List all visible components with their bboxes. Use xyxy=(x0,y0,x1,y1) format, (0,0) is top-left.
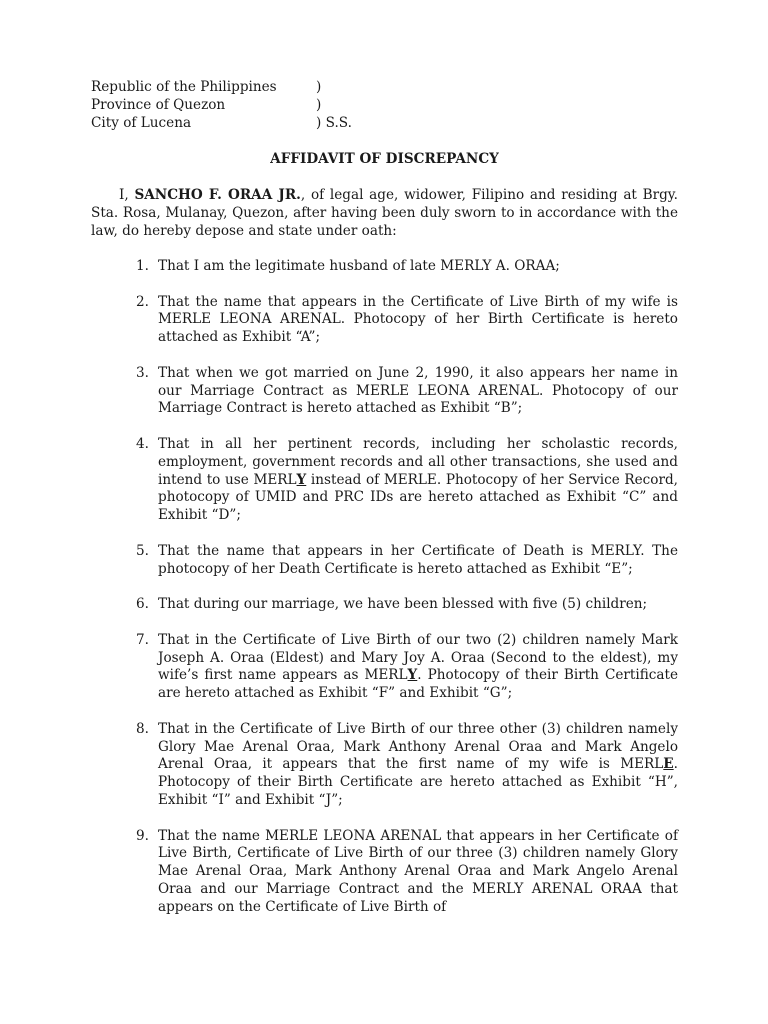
venue-label: Province of Quezon xyxy=(91,97,226,113)
item-text xyxy=(158,632,678,703)
item-text-part: That in the Certificate of Live Birth of our three other (3) children namely Glory Mae Arenal Oraa, Mark Anthony Arenal Oraa and Mark Angelo Arenal Oraa, it appears that the first name of my wife is MERL xyxy=(158,720,678,773)
item-number: 2. xyxy=(136,293,149,310)
venue-bracket: ) xyxy=(316,79,322,95)
item-number: 7. xyxy=(136,631,149,648)
venue-bracket: ) S.S. xyxy=(316,115,352,131)
venue-label: City of Lucena xyxy=(91,115,192,131)
emphasized-letter: Y xyxy=(296,471,307,488)
item-number: 3. xyxy=(136,364,149,381)
venue-row xyxy=(91,115,352,133)
list-item xyxy=(91,543,678,579)
intro-text: , of legal age, widower, Filipino and residing at Brgy. Sta. Rosa, Mulanay, Quezon, after having been duly sworn to in accordance with the law, do hereby depose and state under oath: xyxy=(91,187,679,239)
emphasized-letter: Y xyxy=(407,667,418,684)
list-item xyxy=(91,721,678,810)
item-text xyxy=(158,721,678,810)
item-text: That I am the legitimate husband of late MERLY A. ORAA; xyxy=(158,258,560,274)
item-text-part: . Photocopy of their Birth Certificate are hereto attached as Exhibit “H”, Exhibit “I” and Exhibit “J”; xyxy=(158,756,678,808)
venue-block xyxy=(91,79,352,133)
venue-bracket: ) xyxy=(316,97,322,113)
item-text: That the name that appears in the Certificate of Live Birth of my wife is MERLE LEONA ARENAL. Photocopy of her Birth Certificate is hereto attached as Exhibit “A”; xyxy=(158,293,678,346)
item-text: That during our marriage, we have been blessed with five (5) children; xyxy=(158,596,648,613)
list-item xyxy=(91,258,678,276)
intro-prefix: I, xyxy=(119,187,135,203)
item-text: That the name that appears in her Certificate of Death is MERLY. The photocopy of her Death Certificate is hereto attached as Exhibit “E”; xyxy=(158,542,678,577)
venue-row xyxy=(91,97,352,115)
item-text: That when we got married on June 2, 1990, it also appears her name in our Marriage Contract as MERLE LEONA ARENAL. Photocopy of our Marriage Contract is hereto attached as Exhibit “B”; xyxy=(158,364,678,417)
list-item xyxy=(91,828,678,917)
list-item xyxy=(91,294,678,347)
list-item xyxy=(91,596,678,614)
venue-row xyxy=(91,79,352,97)
list-item xyxy=(91,436,678,525)
item-text: That the name MERLE LEONA ARENAL that appears in her Certificate of Live Birth, Certificate of Live Birth of our three (3) children namely Glory Mae Arenal Oraa, Mark Anthony Arenal Oraa and Mark Angelo Arenal Oraa and our Marriage Contract and the MERLY ARENAL ORAA that appears on the Certificate of Live Birth of xyxy=(158,827,678,915)
document-title: AFFIDAVIT OF DISCREPANCY xyxy=(270,151,499,167)
item-text-part: instead of MERLE. Photocopy of her Service Record, photocopy of UMID and PRC IDs are hereto attached as Exhibit “C” and Exhibit “D”; xyxy=(158,471,678,524)
numbered-list xyxy=(91,258,678,934)
item-number: 8. xyxy=(136,720,149,737)
venue-label: Republic of the Philippines xyxy=(91,79,277,95)
intro-paragraph xyxy=(91,187,678,240)
affiant-name: SANCHO F. ORAA JR. xyxy=(134,187,301,203)
item-number: 9. xyxy=(136,827,149,844)
item-text-part: That in all her pertinent records, including her scholastic records, employment, government records and all other transactions, she used and intend to use MERL xyxy=(158,435,678,488)
item-text-part: . Photocopy of their Birth Certificate are hereto attached as Exhibit “F” and Exhibit “G”; xyxy=(158,667,678,702)
item-number: 5. xyxy=(136,542,149,559)
item-number: 6. xyxy=(136,596,149,613)
list-item xyxy=(91,365,678,418)
emphasized-letter: E xyxy=(663,756,674,773)
item-text xyxy=(158,436,678,525)
item-number: 1. xyxy=(136,258,149,274)
list-item xyxy=(91,632,678,703)
item-number: 4. xyxy=(136,435,149,452)
item-text-part: That in the Certificate of Live Birth of our two (2) children namely Mark Joseph A. Oraa (Eldest) and Mary Joy A. Oraa (Second to the eldest), my wife’s first name appears as MERL xyxy=(158,631,678,684)
